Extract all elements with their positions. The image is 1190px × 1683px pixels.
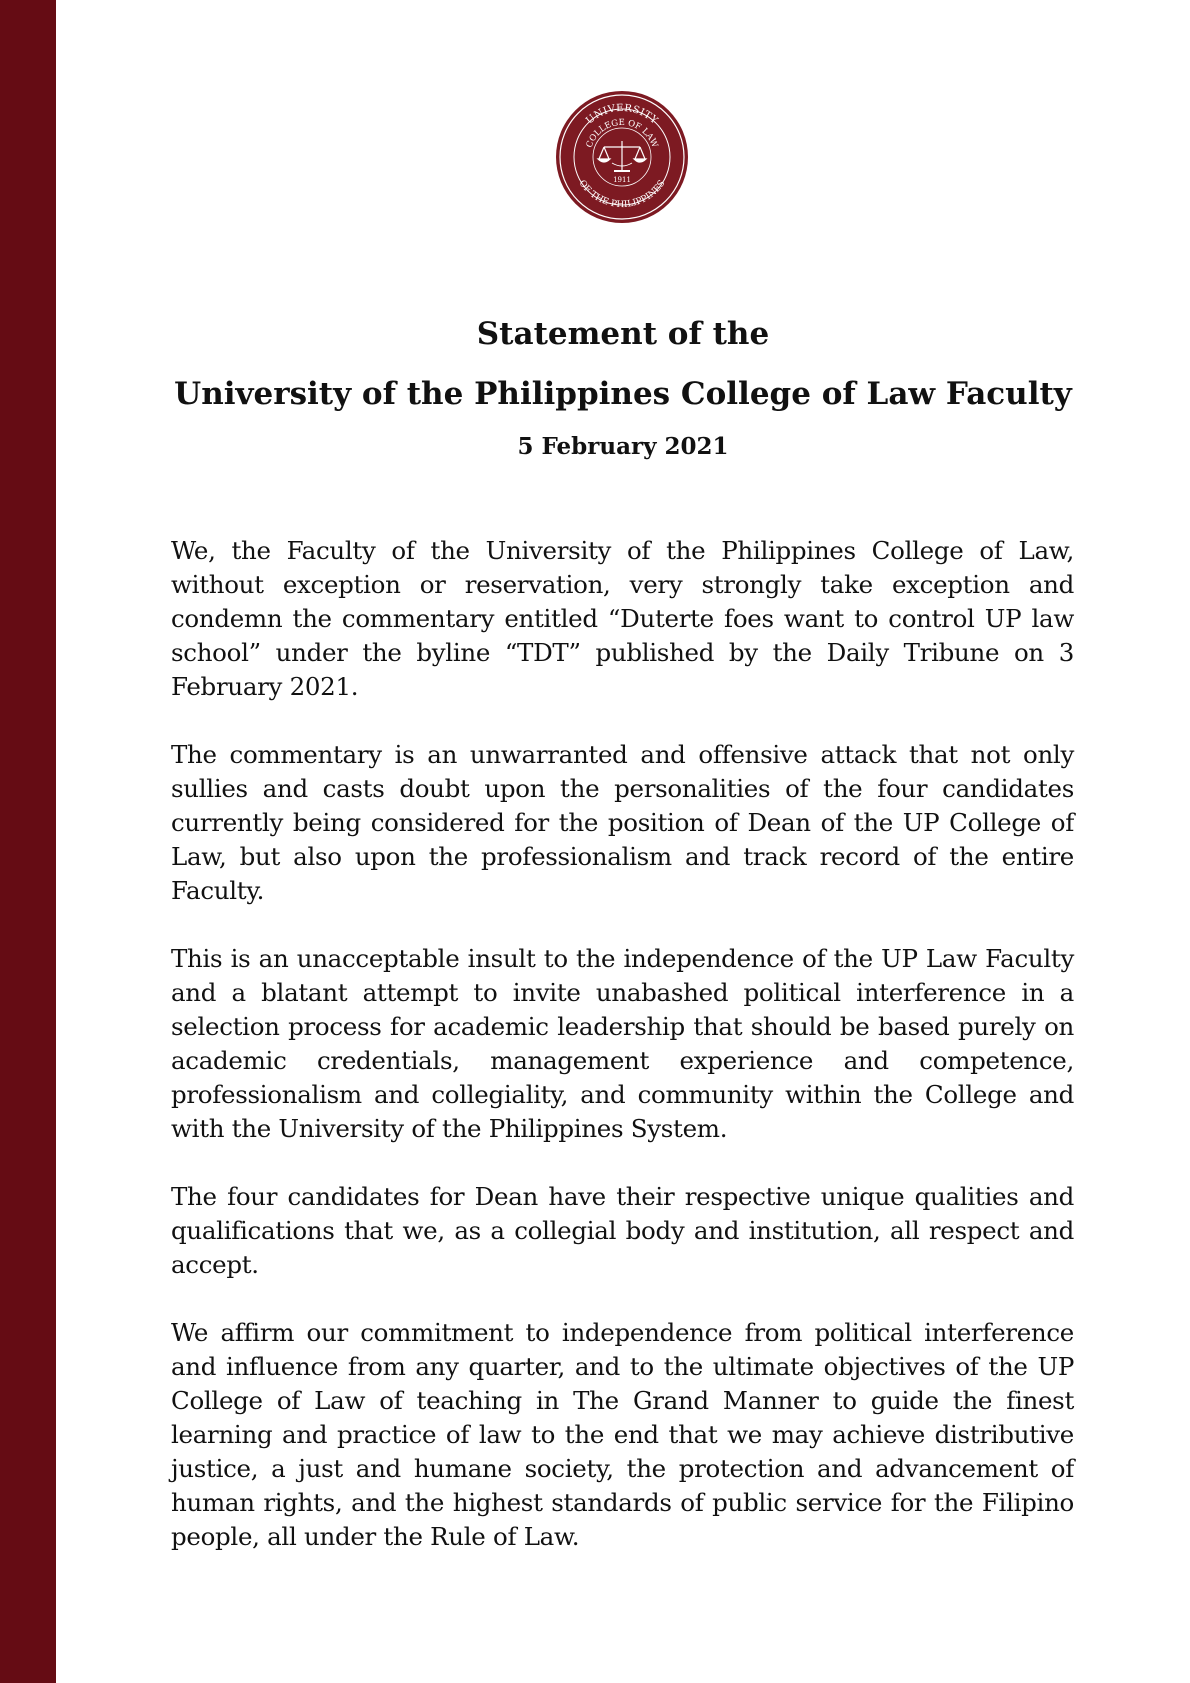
college-seal-logo [554, 89, 690, 225]
seal-bottom-text: OF THE PHILIPPINES [576, 178, 668, 211]
paragraph-4: The four candidates for Dean have their respective unique qualities and qualifications that we, as a collegial body and institution, all respect and accept. [171, 1182, 1074, 1279]
statement-date: 5 February 2021 [517, 433, 729, 460]
side-color-bar [0, 0, 56, 1683]
paragraph-3: This is an unacceptable insult to the independence of the UP Law Faculty and a blatant attempt to invite unabashed political interference in a selection process for academic leadership that should be based purely on academic credentials, management experience and competence, professionalism and collegiality, and community within the College and with the University of the Philippines System. [171, 944, 1074, 1143]
seal-top-text: UNIVERSITY [584, 102, 660, 127]
seal-inner-text: COLLEGE OF LAW [584, 117, 660, 150]
seal-year: 1911 [613, 176, 631, 184]
paragraph-2: The commentary is an unwarranted and offensive attack that not only sullies and casts doubt upon the personalities of the four candidates currently being considered for the position of Dean of the UP College of Law, but also upon the professionalism and track record of the entire Faculty. [171, 740, 1074, 905]
statement-title-line1: Statement of the [476, 316, 770, 352]
statement-header [56, 312, 1190, 464]
paragraph-1: We, the Faculty of the University of the Philippines College of Law, without exception or reservation, very strongly take exception and condemn the commentary entitled “Duterte foes want to control UP law school” under the byline “TDT” published by the Daily Tribune on 3 February 2021. [171, 536, 1074, 701]
paragraph-5: We affirm our commitment to independence from political interference and influence from any quarter, and to the ultimate objectives of the UP College of Law of teaching in The Grand Manner to guide the finest learning and practice of law to the end that we may achieve distributive justice, a just and humane society, the protection and advancement of human rights, and the highest standards of public service for the Filipino people, all under the Rule of Law. [171, 1318, 1074, 1551]
statement-title-line2: University of the Philippines College of Law Faculty [174, 376, 1072, 412]
statement-body [171, 534, 1074, 1588]
